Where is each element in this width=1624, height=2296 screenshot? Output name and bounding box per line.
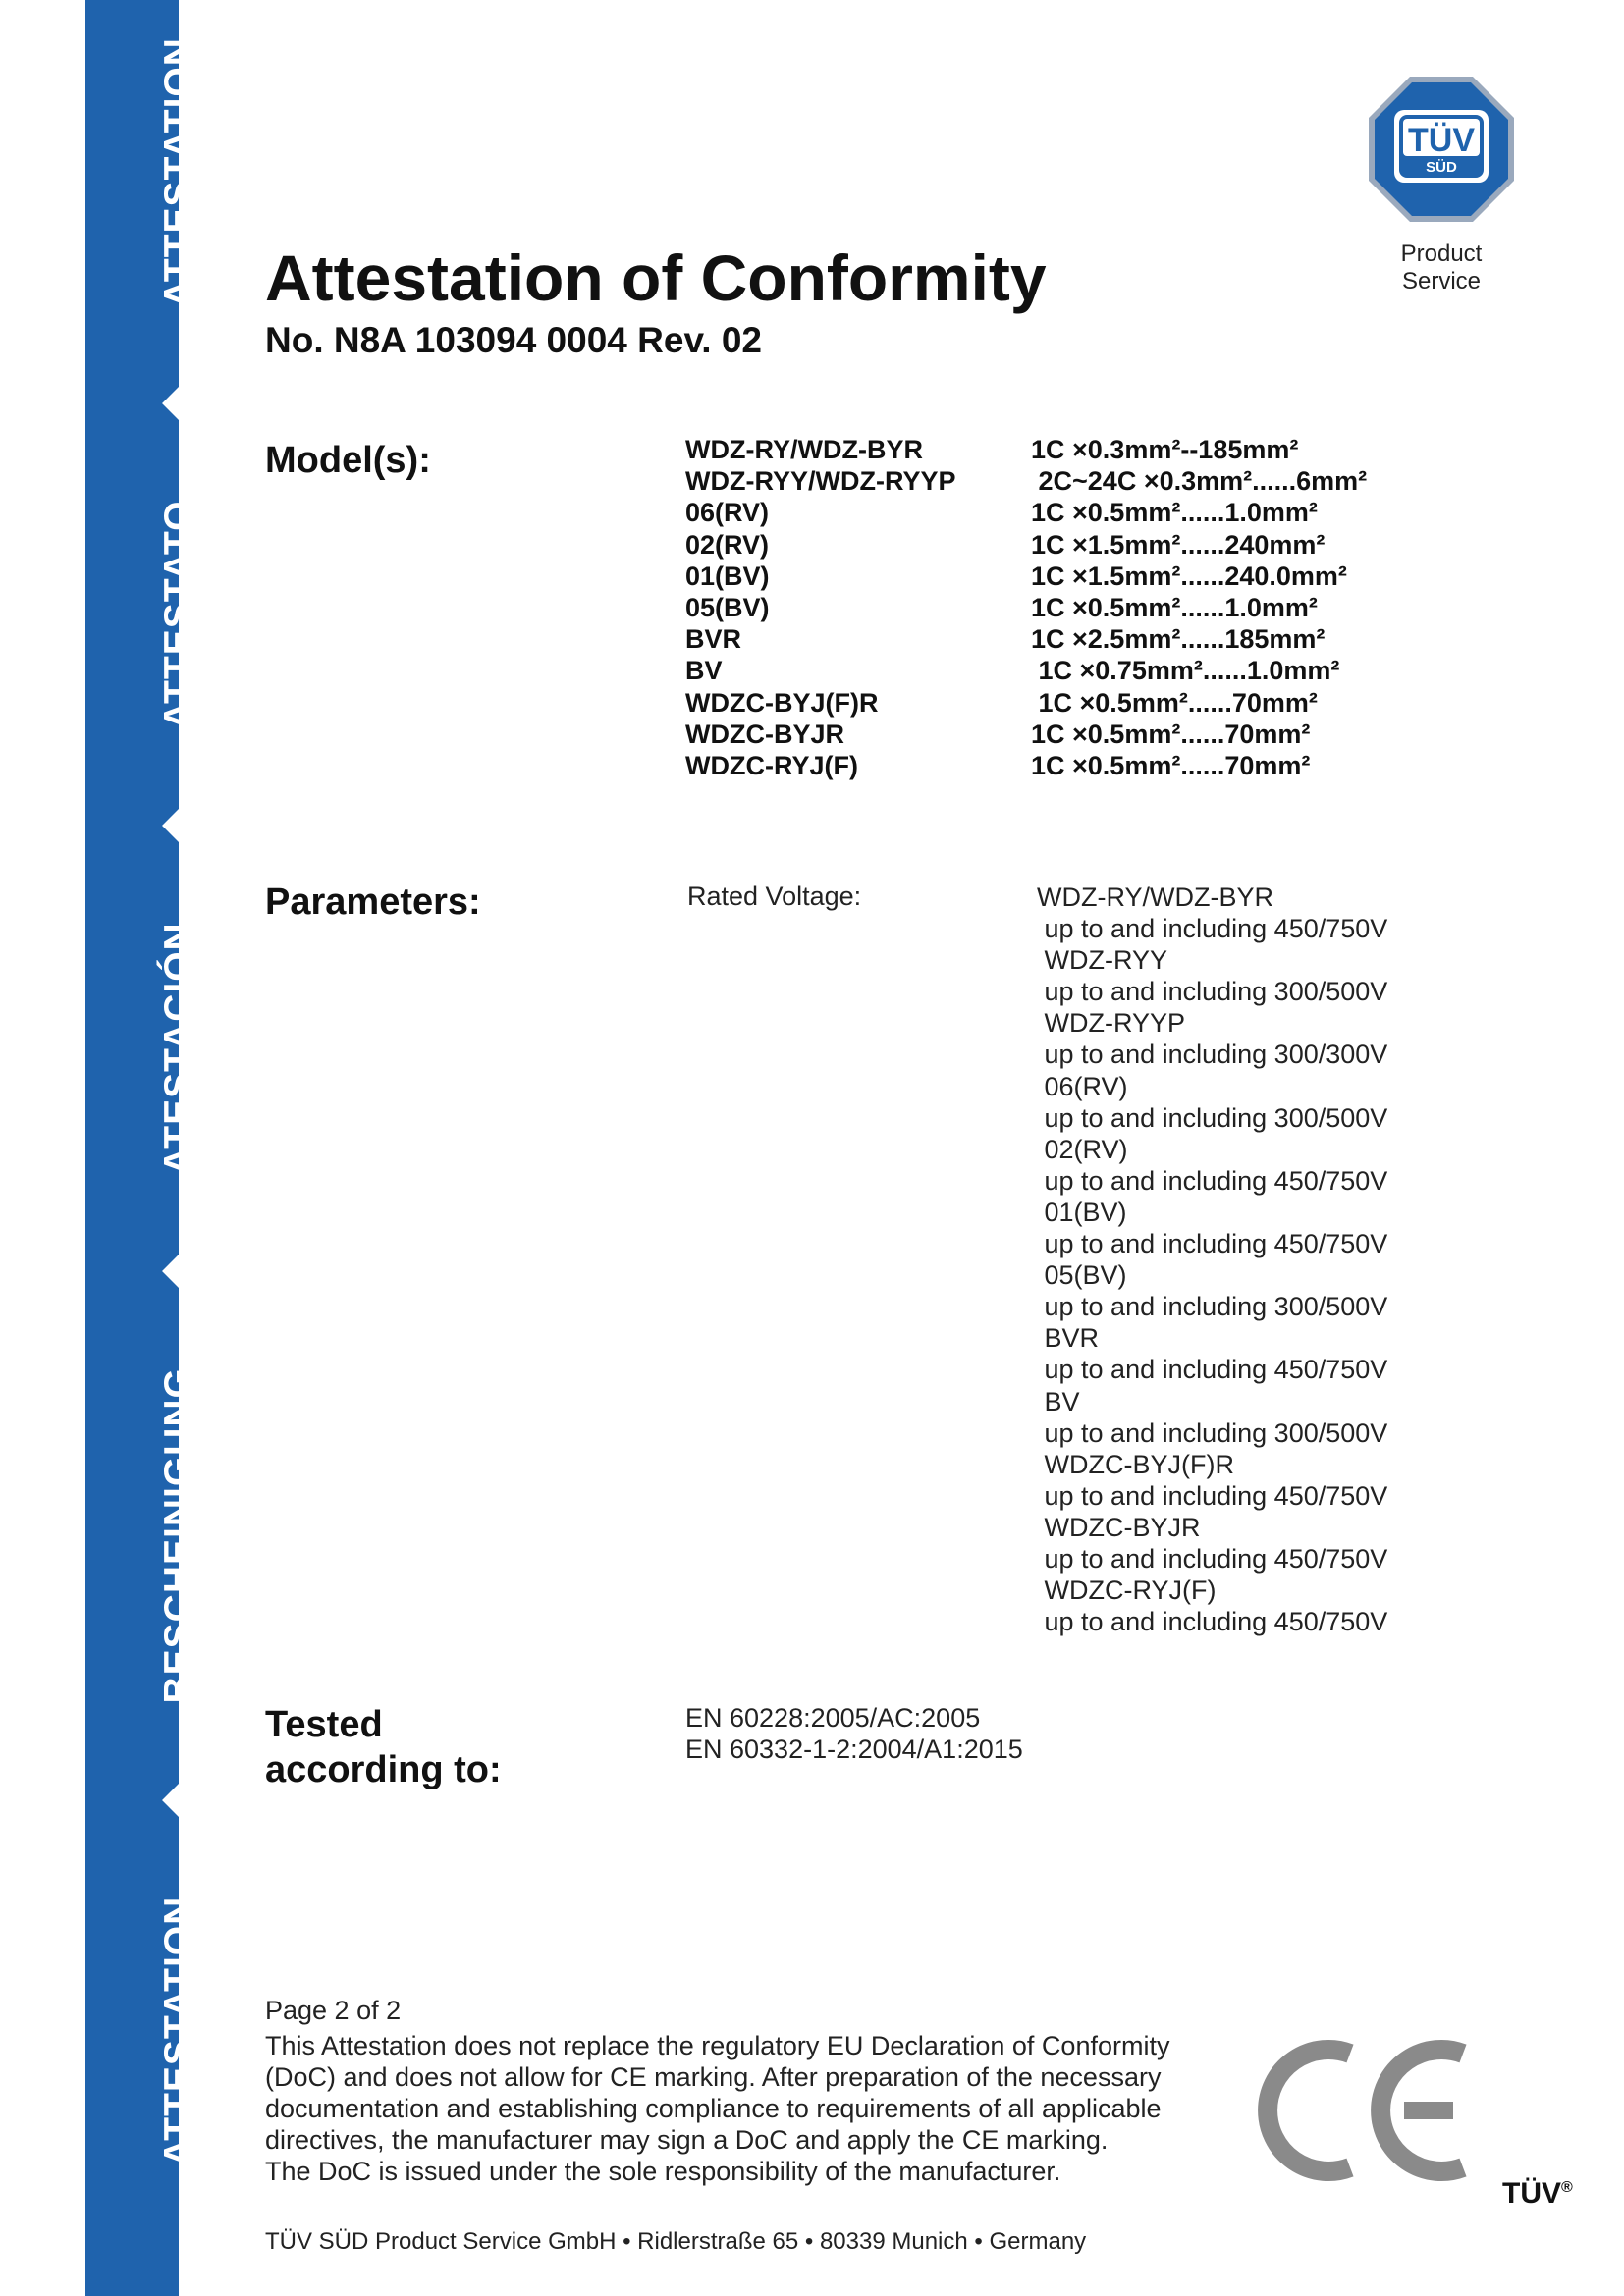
model-spec: 1C ×2.5mm²......185mm² [1031, 624, 1326, 655]
param-line: 01(BV) [1037, 1197, 1127, 1227]
model-name: WDZ-RYY/WDZ-RYYP [685, 466, 956, 497]
model-row [685, 434, 1392, 465]
standards-list [685, 1702, 1023, 1765]
tuv-sud-logo [1365, 73, 1518, 226]
model-row [685, 750, 1392, 781]
param-line: BV [1037, 1386, 1080, 1416]
param-line: up to and including 450/750V [1037, 1543, 1388, 1574]
model-name: 01(BV) [685, 561, 770, 591]
model-name: WDZC-RYJ(F) [685, 751, 858, 781]
param-line: WDZ-RY/WDZ-BYR [1037, 882, 1273, 912]
sidebar-word-attestation-1: ATTESTATION [156, 1896, 199, 2166]
sidebar-word-attestation-2: ATTESTATION [156, 37, 199, 308]
model-row [685, 623, 1392, 655]
ce-mark-icon [1257, 2032, 1473, 2189]
diamond-icon [162, 1255, 195, 1288]
param-line: up to and including 450/750V [1037, 914, 1388, 944]
logo-brand-text: TÜV [1408, 122, 1475, 159]
sidebar-words [132, 0, 225, 2250]
disclaimer-line: The DoC is issued under the sole responsibility of the manufacturer. [265, 2157, 1061, 2186]
diamond-icon [162, 1784, 195, 1817]
param-line: BVR [1037, 1323, 1100, 1354]
model-row [685, 561, 1392, 592]
sidebar-word-atestacion: ATESTACIÓN [156, 922, 199, 1175]
param-line: up to and including 300/500V [1037, 1417, 1388, 1448]
model-row [685, 687, 1392, 719]
model-name: 05(BV) [685, 593, 770, 623]
tuv-trademark-text: TÜV [1502, 2177, 1561, 2210]
model-row [685, 529, 1392, 561]
standard-item: EN 60332-1-2:2004/A1:2015 [685, 1735, 1023, 1764]
logo-sub-text: SÜD [1426, 159, 1457, 176]
tuv-trademark [1502, 2177, 1573, 2211]
model-name: 06(RV) [685, 498, 770, 528]
models-label: Model(s): [265, 440, 431, 481]
model-row [685, 655, 1392, 686]
models-list [685, 434, 1392, 781]
param-line: WDZC-BYJ(F)R [1037, 1449, 1234, 1479]
disclaimer-text [265, 2030, 1227, 2187]
standard-item: EN 60228:2005/AC:2005 [685, 1703, 981, 1733]
model-spec: 1C ×0.5mm²......1.0mm² [1031, 593, 1318, 623]
model-row [685, 719, 1392, 750]
footer-address: TÜV SÜD Product Service GmbH • Ridlerstraße 65 • 80339 Munich • Germany [265, 2228, 1087, 2255]
page-number: Page 2 of 2 [265, 1996, 402, 2025]
model-spec: 1C ×1.5mm²......240.0mm² [1031, 561, 1347, 591]
model-name: BV [685, 656, 723, 686]
param-line: WDZ-RYYP [1037, 1008, 1186, 1039]
param-line: WDZC-RYJ(F) [1037, 1575, 1217, 1606]
model-spec: 1C ×0.75mm²......1.0mm² [1031, 656, 1340, 686]
model-name: 02(RV) [685, 529, 770, 560]
param-line: up to and including 450/750V [1037, 1480, 1388, 1511]
disclaimer-line: (DoC) and does not allow for CE marking. After preparation of the necessary [265, 2062, 1162, 2092]
sidebar-word-attestato: ATTESTATO [156, 500, 199, 730]
parameters-list [1037, 881, 1449, 1637]
param-line: up to and including 300/500V [1037, 977, 1388, 1007]
model-row [685, 465, 1392, 497]
param-line: WDZC-BYJR [1037, 1512, 1201, 1542]
model-spec: 2C~24C ×0.3mm²......6mm² [1031, 466, 1368, 497]
param-line: 02(RV) [1037, 1134, 1128, 1164]
registered-mark: ® [1561, 2179, 1573, 2196]
model-row [685, 497, 1392, 528]
model-spec: 1C ×1.5mm²......240mm² [1031, 529, 1326, 560]
tested-label-line1: Tested [265, 1704, 383, 1745]
param-line: 05(BV) [1037, 1260, 1127, 1291]
param-line: WDZ-RYY [1037, 945, 1167, 976]
logo-caption: Product Service [1400, 240, 1483, 294]
param-line: up to and including 450/750V [1037, 1355, 1388, 1385]
model-spec: 1C ×0.5mm²......1.0mm² [1031, 498, 1318, 528]
model-spec: 1C ×0.5mm²......70mm² [1031, 719, 1311, 749]
model-spec: 1C ×0.3mm²--185mm² [1031, 435, 1299, 464]
document-number: No. N8A 103094 0004 Rev. 02 [265, 320, 762, 360]
disclaimer-line: directives, the manufacturer may sign a DoC and apply the CE marking. [265, 2125, 1109, 2155]
model-name: BVR [685, 624, 742, 655]
page-title: Attestation of Conformity [265, 241, 1047, 314]
tested-label [265, 1702, 502, 1792]
param-line: up to and including 300/500V [1037, 1292, 1388, 1322]
disclaimer-line: documentation and establishing compliance to requirements of all applicable [265, 2094, 1162, 2123]
param-line: up to and including 450/750V [1037, 1607, 1388, 1637]
param-line: up to and including 450/750V [1037, 1229, 1388, 1259]
param-line: up to and including 450/750V [1037, 1165, 1388, 1196]
param-line: up to and including 300/500V [1037, 1102, 1388, 1133]
disclaimer-line: This Attestation does not replace the regulatory EU Declaration of Conformity [265, 2031, 1170, 2060]
parameters-label: Parameters: [265, 881, 481, 923]
param-line: up to and including 300/300V [1037, 1040, 1388, 1070]
param-line: 06(RV) [1037, 1071, 1128, 1101]
diamond-icon [162, 387, 195, 420]
model-spec: 1C ×0.5mm²......70mm² [1031, 751, 1311, 781]
model-row [685, 592, 1392, 623]
model-spec: 1C ×0.5mm²......70mm² [1031, 687, 1318, 718]
diamond-icon [162, 809, 195, 842]
sidebar-word-bescheinigung: BESCHEINIGUNG [156, 1367, 199, 1704]
model-name: WDZ-RY/WDZ-BYR [685, 435, 923, 464]
model-name: WDZC-BYJR [685, 719, 844, 749]
tested-label-line2: according to: [265, 1749, 502, 1790]
model-name: WDZC-BYJ(F)R [685, 687, 879, 718]
rated-voltage-label: Rated Voltage: [687, 881, 862, 911]
